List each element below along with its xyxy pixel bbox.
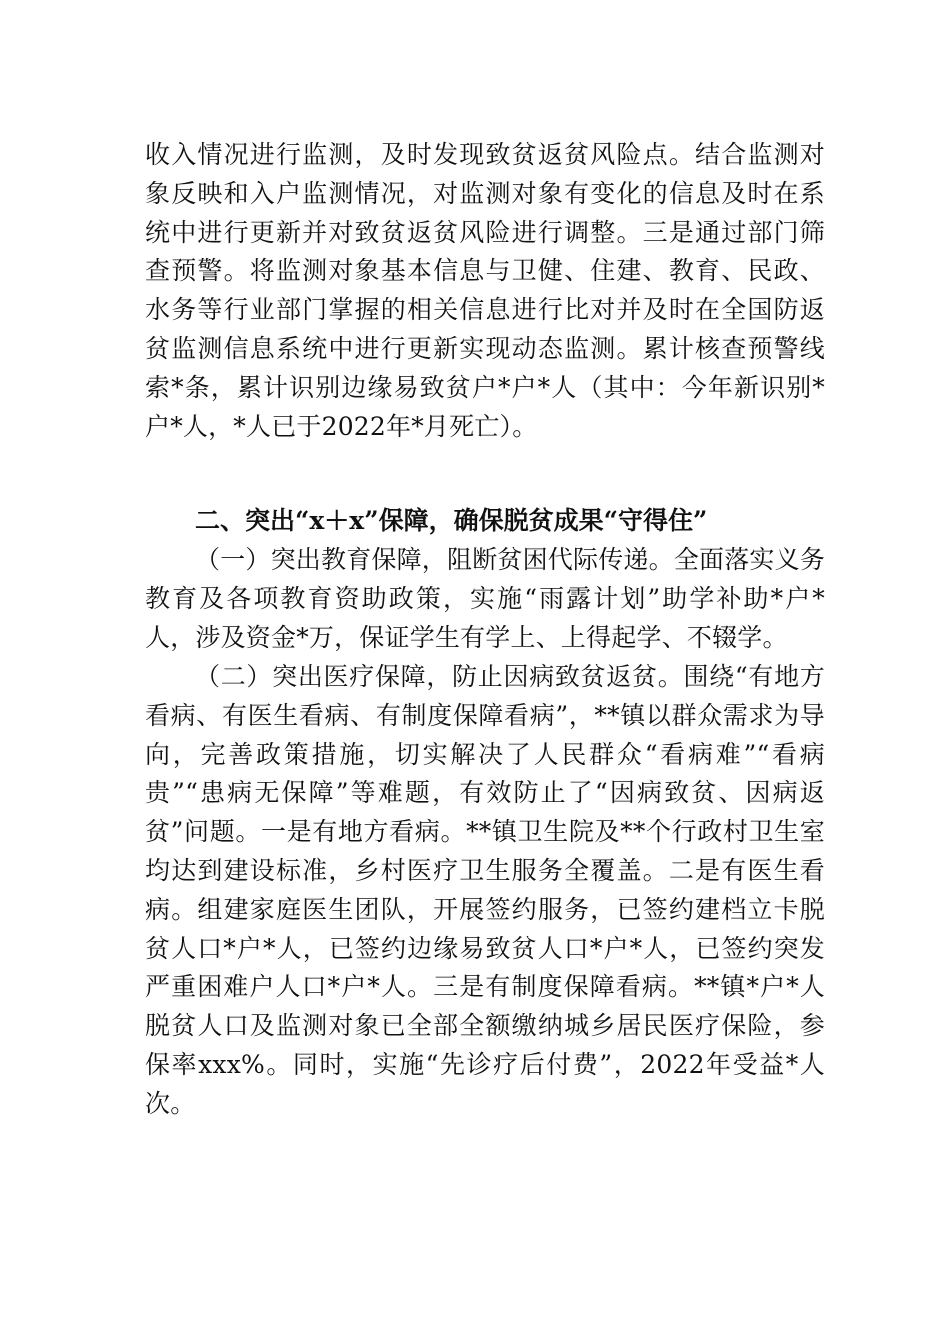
paragraph-education-body: 全面落实义务教育及各项教育资助政策，实施“雨露计划”助学补助*户*人，涉及资金*万，保证学生有学上、上得起学、不辍学。 xyxy=(145,545,826,652)
paragraph-medical-lead: （二）突出医疗保障，防止因病致贫返贫。 xyxy=(195,662,684,691)
paragraph-medical-body: 围绕“有地方看病、有医生看病、有制度保障看病”，**镇以群众需求为导向，完善政策措施，切实解决了人民群众“看病难”“看病贵”“患病无保障”等难题，有效防止了“因病致贫、因病返贫”问题。一是有地方看病。**镇卫生院及**个行政村卫生室均达到建设标准，乡村医疗卫生服务全覆盖。二是有医生看病。组建家庭医生团队，开展签约服务，已签约建档立卡脱贫人口*户*人，已签约边缘易致贫人口*户*人，已签约突发严重困难户人口*户*人。三是有制度保障看病。**镇*户*人脱贫人口及监测对象已全部全额缴纳城乡居民医疗保险，参保率xxx%。同时，实施“先诊疗后付费”，2022年受益*人次。 xyxy=(145,662,825,1118)
section-heading-2: 二、突出“x＋x”保障，确保脱贫成果“守得住” xyxy=(195,506,708,535)
paragraph-education xyxy=(145,541,825,657)
paragraph-monitoring: 收入情况进行监测，及时发现致贫返贫风险点。结合监测对象反映和入户监测情况，对监测对象有变化的信息及时在系统中进行更新并对致贫返贫风险进行调整。三是通过部门筛查预警。将监测对象基本信息与卫健、住建、教育、民政、水务等行业部门掌握的相关信息进行比对并及时在全国防返贫监测信息系统中进行更新实现动态监测。累计核查预警线索*条，累计识别边缘易致贫户*户*人（其中：今年新识别*户*人，*人已于2022年*月死亡）。 xyxy=(145,140,825,441)
paragraph-medical xyxy=(145,658,825,1124)
paragraph-education-lead: （一）突出教育保障，阻断贫困代际传递。 xyxy=(195,545,674,574)
